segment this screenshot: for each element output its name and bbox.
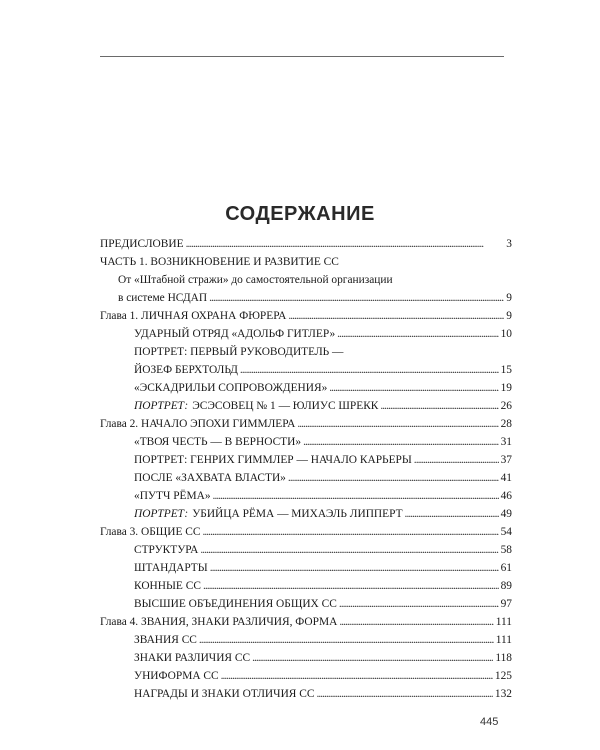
toc-entry-label: Глава 2. НАЧАЛО ЭПОХИ ГИММЛЕРА [100,418,296,430]
dot-leader [303,434,499,451]
toc-section[interactable] [134,362,512,379]
toc-entry-label: ВЫСШИЕ ОБЪЕДИНЕНИЯ ОБЩИХ СС [134,598,337,610]
toc-entry-label: СТРУКТУРА [134,544,199,556]
toc-entry-label: Глава 1. ЛИЧНАЯ ОХРАНА ФЮРЕРА [100,310,287,322]
toc-entry-page: 54 [500,526,512,538]
toc-entry-page: 26 [500,400,512,412]
toc-section[interactable] [134,434,512,451]
toc-entry-page: 15 [500,364,512,376]
toc-entry-page: 61 [500,562,512,574]
toc-entry-label: Глава 3. ОБЩИЕ СС [100,526,201,538]
toc-entry-page: 118 [495,652,512,664]
toc-entry-page: 97 [500,598,512,610]
toc-section[interactable] [134,596,512,613]
dot-leader [316,686,492,703]
dot-leader [213,488,499,505]
toc-entry-page: 132 [494,688,512,700]
toc-chapter-2[interactable] [100,416,512,433]
dot-leader [202,524,498,541]
toc-entry-page: 46 [500,490,512,502]
toc-entry-page: 19 [500,382,512,394]
toc-entry-label: «ТВОЯ ЧЕСТЬ — В ВЕРНОСТИ» [134,436,302,448]
portrait-prefix: ПОРТРЕТ: [134,508,189,520]
toc-entry-label: УДАРНЫЙ ОТРЯД «АДОЛЬФ ГИТЛЕР» [134,328,336,340]
dot-leader [339,614,493,631]
dot-leader [380,398,498,415]
toc-entry-page: 9 [506,292,512,304]
toc-entry-title: ЭСЭСОВЕЦ № 1 — ЮЛИУС ШРЕКК [192,400,379,412]
toc-entry-page: 111 [495,634,512,646]
toc-entry-page: 58 [500,544,512,556]
toc-entry-preface[interactable] [100,236,512,253]
toc-entry-part1-intro-line1[interactable]: От «Штабной стражи» до самостоятельной организации [118,274,393,286]
toc-part-heading[interactable]: ЧАСТЬ 1. ВОЗНИКНОВЕНИЕ И РАЗВИТИЕ СС [100,256,339,268]
dot-leader [337,326,498,343]
toc-entry-label: ЙОЗЕФ БЕРХТОЛЬД [134,364,238,376]
toc-entry-label: ЗНАКИ РАЗЛИЧИЯ СС [134,652,251,664]
toc-section[interactable] [134,560,512,577]
toc-section[interactable] [134,686,512,703]
toc-entry-label: в системе НСДАП [118,292,208,304]
toc-entry-label: КОННЫЕ СС [134,580,201,592]
toc-section-line1[interactable]: ПОРТРЕТ: ПЕРВЫЙ РУКОВОДИТЕЛЬ — [134,346,344,358]
toc-entry-label [134,506,403,523]
toc-section[interactable] [134,542,512,559]
dot-leader [186,236,505,253]
toc-section[interactable] [134,398,512,415]
toc-section[interactable] [134,506,512,523]
toc-entry-page: 31 [500,436,512,448]
toc-entry-page: 89 [500,580,512,592]
toc-entry-page: 111 [495,616,512,628]
dot-leader [209,290,504,307]
toc-section[interactable] [134,326,512,343]
toc-entry-label: УНИФОРМА СС [134,670,219,682]
toc-entry-label: «ЭСКАДРИЛЬИ СОПРОВОЖДЕНИЯ» [134,382,328,394]
toc-entry-label: НАГРАДЫ И ЗНАКИ ОТЛИЧИЯ СС [134,688,315,700]
toc-section[interactable] [134,668,512,685]
toc-section[interactable] [134,452,512,469]
dot-leader [252,650,493,667]
toc-entry-label: ПОРТРЕТ: ГЕНРИХ ГИММЛЕР — НАЧАЛО КАРЬЕРЫ [134,454,412,466]
toc-chapter-4[interactable] [100,614,512,631]
page-title: СОДЕРЖАНИЕ [225,203,375,225]
toc-section[interactable] [134,470,512,487]
toc-entry-part1-intro[interactable] [118,290,512,307]
toc-entry-label: ШТАНДАРТЫ [134,562,208,574]
toc-entry-page: 28 [500,418,512,430]
dot-leader [339,596,499,613]
toc-section[interactable] [134,578,512,595]
toc-chapter-1[interactable] [100,308,512,325]
dot-leader [203,578,499,595]
toc-entry-label: ПРЕДИСЛОВИЕ [100,238,184,250]
dot-leader [199,632,494,649]
dot-leader [405,506,499,523]
dot-leader [210,560,499,577]
toc-entry-page: 125 [494,670,512,682]
dot-leader [297,416,498,433]
dot-leader [221,668,493,685]
toc-entry-page: 41 [500,472,512,484]
toc-entry-title: УБИЙЦА РЁМА — МИХАЭЛЬ ЛИППЕРТ [192,508,403,520]
dot-leader [200,542,498,559]
dot-leader [288,470,499,487]
portrait-prefix: ПОРТРЕТ: [134,400,189,412]
toc-section[interactable] [134,488,512,505]
dot-leader [288,308,504,325]
toc-entry-page: 3 [506,238,512,250]
toc-section[interactable] [134,380,512,397]
toc-entry-page: 37 [500,454,512,466]
dot-leader [240,362,499,379]
toc-section[interactable] [134,632,512,649]
toc-entry-label [134,398,378,415]
toc-entry-label: ЗВАНИЯ СС [134,634,197,646]
toc-entry-label: Глава 4. ЗВАНИЯ, ЗНАКИ РАЗЛИЧИЯ, ФОРМА [100,616,338,628]
dot-leader [414,452,499,469]
page-number: 445 [480,716,499,728]
dot-leader [329,380,498,397]
toc-entry-page: 49 [500,508,512,520]
toc-entry-page: 9 [506,310,512,322]
toc-entry-label: «ПУТЧ РЁМА» [134,490,211,502]
toc-entry-page: 10 [500,328,512,340]
toc-chapter-3[interactable] [100,524,512,541]
toc-entry-label: ПОСЛЕ «ЗАХВАТА ВЛАСТИ» [134,472,286,484]
header-rule [100,56,504,57]
toc-section[interactable] [134,650,512,667]
